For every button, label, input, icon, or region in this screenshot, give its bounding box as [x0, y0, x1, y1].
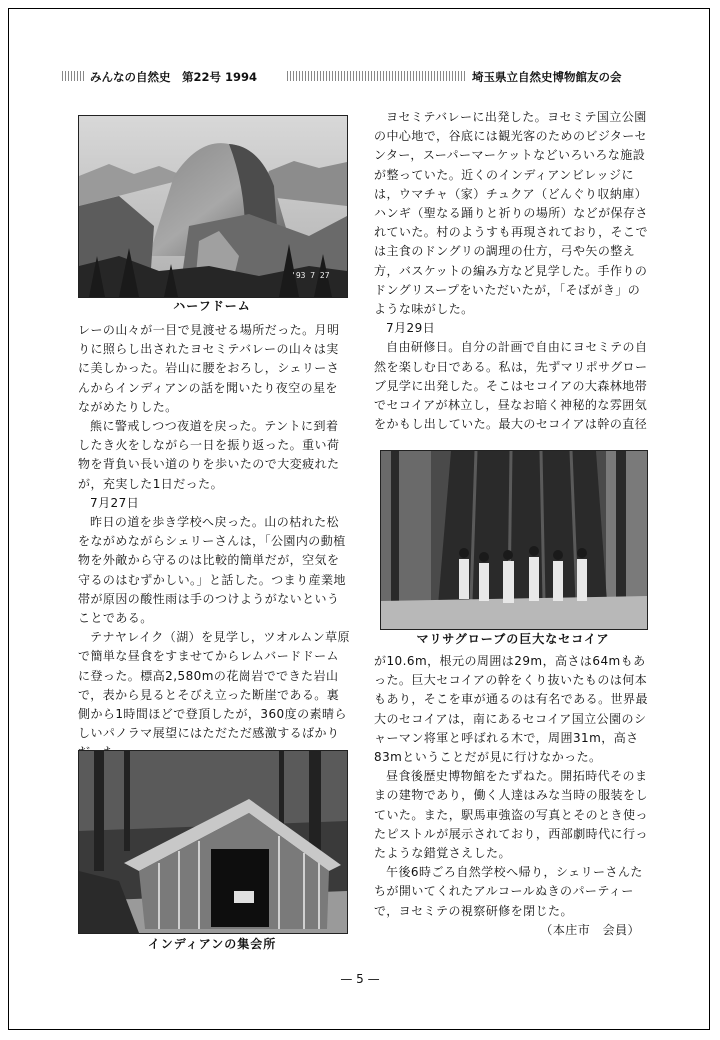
paragraph: 昨日の道を歩き学校へ戻った。山の枯れた松をながめながらシェリーさんは，「公園内の動植物を外敵から守るのは比較的簡単だが，空気を守るのはむずかしい。」と話した。つまり産業地帯が原因の酸性雨は手のつけようがないということである。 — [78, 515, 346, 626]
meeting-house-photo — [78, 750, 348, 934]
right-column-text-bottom — [374, 652, 650, 940]
paragraph: 熊に警戒しつつ夜道を戻った。テントに到着したき火をしながら一日を振り返った。重い荷物を背負い長い道のりを歩いたので大変疲れたが，充実した1日だった。 — [78, 419, 340, 491]
paragraph: 午後6時ごろ自然学校へ帰り，シェリーさんたちが開いてくれたアルコールぬきのパーティーで，ヨセミテの視察研修を閉じた。 — [374, 865, 643, 918]
meeting-house-caption: インディアンの集会所 — [147, 937, 277, 951]
date-heading: 7月29日 — [386, 321, 436, 336]
paragraph: が10.6m，根元の周囲は29m，高さは64mもあった。巨大セコイアの幹をくり抜いたものは何本もあり，そこを車が通るのは有名である。世界最大のセコイアは，南にあるセコイア国立公園のシャーマン将軍と呼ばれる木で，周囲31m，高さ83mということだが見に行けなかった。 — [374, 654, 648, 765]
header-hatch-left — [62, 71, 84, 81]
paragraph: ヨセミテバレーに出発した。ヨセミテ国立公園の中心地で，谷底には観光客のためのビジターセンター，スーパーマーケットなどいろいろな施設が整っていた。近くのインディアンビレッジには，ウマチャ（家）チュクア（どんぐり収納庫）ハンギ（聖なる踊りと祈りの場所）などが保存されていた。村のようすも再現されており，そこでは主食のドングリの調理の仕方，弓や矢の整え方，バスケットの編み方など見学した。手作りのドングリスープをいただいたが，「そばがき」のような味がした。 — [374, 110, 648, 317]
paragraph: 自由研修日。自分の計画で自由にヨセミテの自然を楽しむ日である。私は，先ずマリポサグローブ見学に出発した。そこはセコイアの大森林地帯でセコイアが林立し，昼なお暗く神秘的な雰囲気をかもし出していた。最大のセコイアは幹の直径 — [374, 340, 648, 432]
sequoia-caption: マリサグローブの巨大なセコイア — [416, 632, 610, 646]
header-hatch-middle — [287, 71, 465, 81]
right-column-text-top — [374, 108, 650, 434]
sequoia-photo — [380, 450, 648, 630]
header-right: 埼玉県立自然史博物館友の会 — [472, 70, 622, 84]
header-left: みんなの自然史 第22号 1994 — [90, 70, 258, 84]
page-number: — 5 — — [340, 972, 380, 986]
paragraph: 昼食後歴史博物館をたずねた。開拓時代そのままの建物であり，働く人達はみな当時の服装をしていた。また，駅馬車強盗の写真とそのとき使ったピストルが展示されており，西部劇時代に行ったような錯覚さえした。 — [374, 769, 648, 861]
date-heading: 7月27日 — [90, 495, 140, 510]
paragraph: レーの山々が一目で見渡せる場所だった。月明りに照らし出されたヨセミテバレーの山々は実に美しかった。岩山に腰をおろし，シェリーさんからインディアンの話を聞いたり夜空の星をながめたりした。 — [78, 323, 340, 414]
half-dome-photo — [78, 115, 348, 298]
half-dome-caption: ハーフドーム — [173, 299, 251, 313]
left-column-text — [78, 321, 350, 782]
photo-date-stamp: '93 7 27 — [291, 271, 330, 280]
author-signature: （本庄市 会員） — [540, 922, 640, 937]
paragraph: テナヤレイク（湖）を見学し，ツオルムン草原で簡単な昼食をすませてからレムバードドームに登った。標高2,580mの花崗岩でできた岩山で，表から見るとそびえ立った断崖である。裏側から1時間ほどで登頂したが，360度の素晴らしいパノラマ展望にはただただ感激するばかり — [78, 630, 351, 741]
